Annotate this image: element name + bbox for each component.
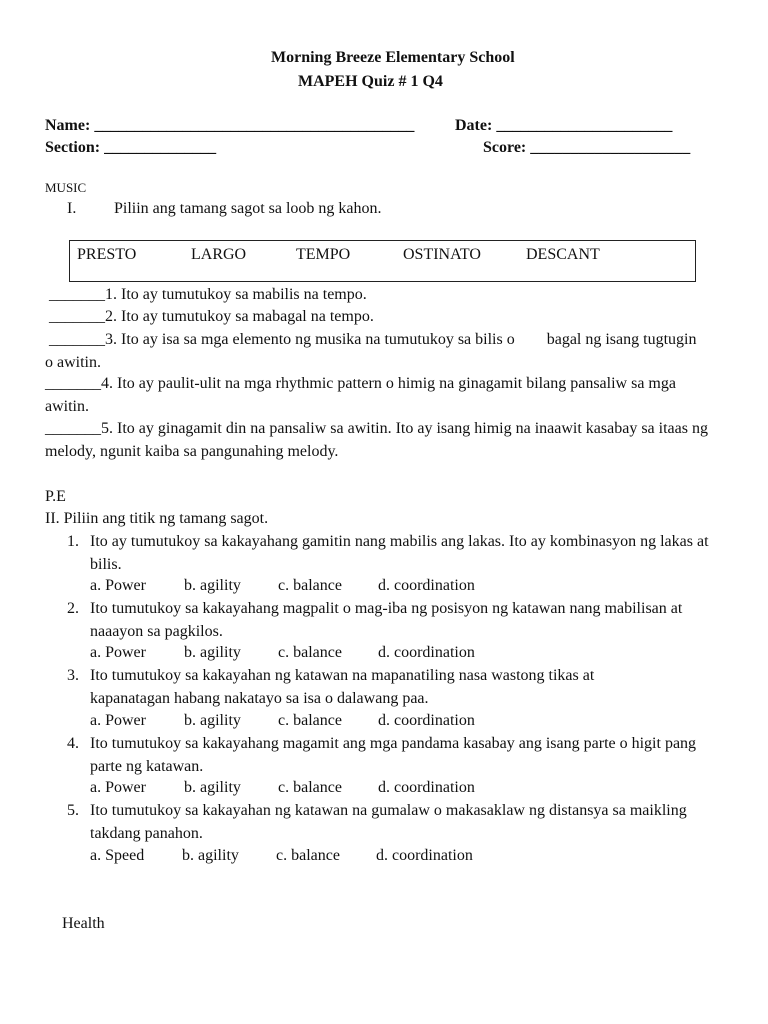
choice-tempo: TEMPO: [296, 246, 351, 263]
choice-largo: LARGO: [191, 246, 247, 263]
pe-question-2-number: 2.: [67, 600, 79, 617]
answer-choices-box: [69, 240, 696, 282]
music-item-5: _______5. Ito ay ginagamit din na pansaliw sa awitin. Ito ay isang himig na inaawit kasabay sa itaas ng melody, ngunit kaiba sa pangunahing melody.: [45, 420, 708, 460]
music-instruction: Piliin ang tamang sagot sa loob ng kahon.: [114, 200, 382, 217]
pe-question-5-number: 5.: [67, 802, 79, 819]
pe-section-label: P.E: [45, 488, 66, 505]
choice-descant: DESCANT: [526, 246, 600, 263]
school-name: Morning Breeze Elementary School: [271, 49, 515, 66]
pe-question-4-number: 4.: [67, 735, 79, 752]
pe-question-1-number: 1.: [67, 533, 79, 550]
option-a: a. Power: [90, 644, 146, 661]
option-b: b. agility: [184, 779, 241, 796]
music-section-label: MUSIC: [45, 180, 87, 195]
choice-presto: PRESTO: [77, 246, 137, 263]
date-field: Date: ______________________: [455, 117, 673, 134]
quiz-title: MAPEH Quiz # 1 Q4: [298, 73, 443, 90]
pe-question-3-text: Ito tumutukoy sa kakayahan ng katawan na mapanatiling nasa wastong tikas at kapanatagan habang nakatayo sa isa o dalawang paa.: [90, 667, 595, 707]
section-field: Section: ______________: [45, 139, 217, 156]
option-c: c. balance: [276, 847, 340, 864]
option-c: c. balance: [278, 712, 342, 729]
option-c: c. balance: [278, 779, 342, 796]
pe-question-4-text: Ito tumutukoy sa kakayahang magamit ang mga pandama kasabay ang isang parte o higit pang parte ng katawan.: [90, 735, 697, 775]
option-c: c. balance: [278, 577, 342, 594]
option-d: d. coordination: [378, 779, 475, 796]
option-b: b. agility: [182, 847, 239, 864]
music-item-4: _______4. Ito ay paulit-ulit na mga rhythmic pattern o himig na ginagamit bilang pansaliw sa mga awitin.: [45, 375, 676, 415]
option-a: a. Power: [90, 577, 146, 594]
music-item-2: _______2. Ito ay tumutukoy sa mabagal na tempo.: [49, 308, 374, 325]
score-field: Score: ____________________: [483, 139, 691, 156]
option-a: a. Power: [90, 779, 146, 796]
option-b: b. agility: [184, 644, 241, 661]
option-a: a. Power: [90, 712, 146, 729]
music-item-1: _______1. Ito ay tumutukoy sa mabilis na tempo.: [49, 286, 367, 303]
option-c: c. balance: [278, 644, 342, 661]
option-d: d. coordination: [378, 577, 475, 594]
pe-instruction: II. Piliin ang titik ng tamang sagot.: [45, 510, 269, 527]
option-d: d. coordination: [378, 712, 475, 729]
pe-question-1-text: Ito ay tumutukoy sa kakayahang gamitin nang mabilis ang lakas. Ito ay kombinasyon ng lakas at bilis.: [90, 533, 709, 573]
pe-question-3-number: 3.: [67, 667, 79, 684]
pe-question-5-text: Ito tumutukoy sa kakayahan ng katawan na gumalaw o makasaklaw ng distansya sa maikling takdang panahon.: [90, 802, 687, 842]
music-instruction-number: I.: [67, 200, 77, 217]
option-d: d. coordination: [378, 644, 475, 661]
option-b: b. agility: [184, 712, 241, 729]
music-item-3: _______3. Ito ay isa sa mga elemento ng musika na tumutukoy sa bilis o bagal ng isang tugtugin o awitin.: [45, 331, 701, 371]
pe-question-2-text: Ito tumutukoy sa kakayahang magpalit o mag-iba ng posisyon ng katawan nang mabilisan at naaayon sa pagkilos.: [90, 600, 683, 640]
option-d: d. coordination: [376, 847, 473, 864]
name-field: Name: ________________________________________: [45, 117, 415, 134]
option-b: b. agility: [184, 577, 241, 594]
choice-ostinato: OSTINATO: [403, 246, 481, 263]
option-a: a. Speed: [90, 847, 145, 864]
health-section-label: Health: [62, 915, 105, 932]
